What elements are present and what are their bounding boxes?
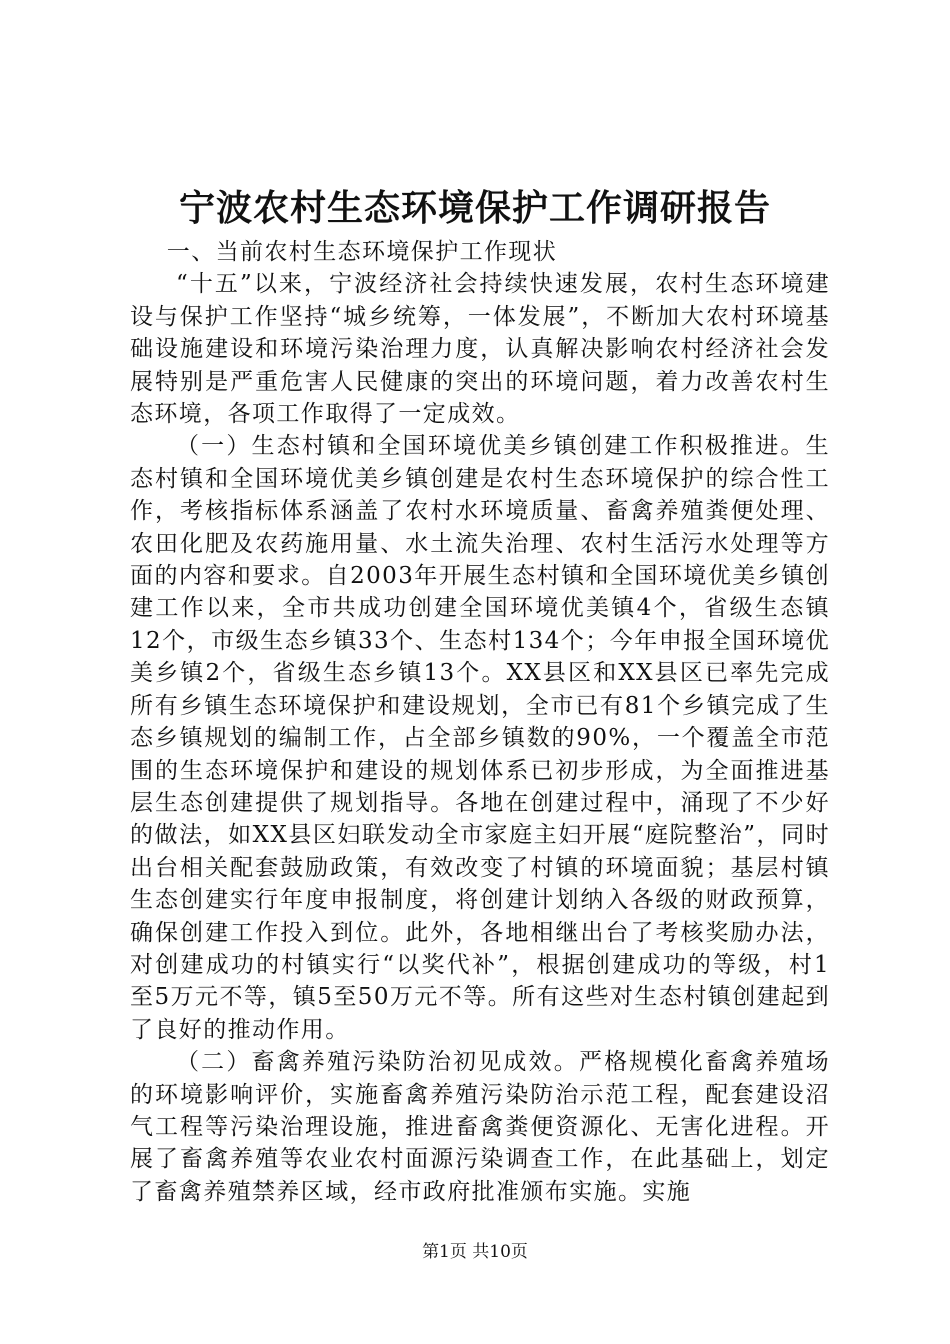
page-number: 第1页 共10页	[422, 1242, 528, 1262]
body-paragraph: “十五”以来，宁波经济社会持续快速发展，农村生态环境建设与保护工作坚持“城乡统筹，一体发展”，不断加大农村环境基础设施建设和环境污染治理力度，认真解决影响农村经济社会发展特别是严重危害人民健康的突出的环境问题，着力改善农村生态环境，各项工作取得了一定成效。	[130, 271, 830, 428]
section-heading: 一、当前农村生态环境保护工作现状	[166, 239, 558, 265]
body-paragraph: （一）生态村镇和全国环境优美乡镇创建工作积极推进。生态村镇和全国环境优美乡镇创建是农村生态环境保护的综合性工作，考核指标体系涵盖了农村水环境质量、畜禽养殖粪便处理、农田化肥及农药施用量、水土流失治理、农村生活污水处理等方面的内容和要求。自2003年开展生态村镇和全国环境优美乡镇创建工作以来，全市共成功创建全国环境优美镇4个，省级生态镇12个，市级生态乡镇33个、生态村134个；今年申报全国环境优美乡镇2个，省级生态乡镇13个。XX县区和XX县区已率先完成所有乡镇生态环境保护和建设规划，全市已有81个乡镇完成了生态乡镇规划的编制工作，占全部乡镇数的90%，一个覆盖全市范围的生态环境保护和建设的规划体系已初步形成，为全面推进基层生态创建提供了规划指导。各地在创建过程中，涌现了不少好的做法，如XX县区妇联发动全市家庭主妇开展“庭院整治”，同时出台相关配套鼓励政策，有效改变了村镇的环境面貌；基层村镇生态创建实行年度申报制度，将创建计划纳入各级的财政预算，确保创建工作投入到位。此外，各地相继出台了考核奖励办法，对创建成功的村镇实行“以奖代补”，根据创建成功的等级，村1至5万元不等，镇5至50万元不等。所有这些对生态村镇创建起到了良好的推动作用。	[130, 433, 830, 1043]
document-body	[130, 236, 830, 1208]
document-title: 宁波农村生态环境保护工作调研报告	[178, 187, 771, 229]
body-paragraph: （二）畜禽养殖污染防治初见成效。严格规模化畜禽养殖场的环境影响评价，实施畜禽养殖污染防治示范工程，配套建设沼气工程等污染治理设施，推进畜禽粪便资源化、无害化进程。开展了畜禽养殖等农业农村面源污染调查工作，在此基础上，划定了畜禽养殖禁养区域，经市政府批准颁布实施。实施	[130, 1049, 830, 1205]
